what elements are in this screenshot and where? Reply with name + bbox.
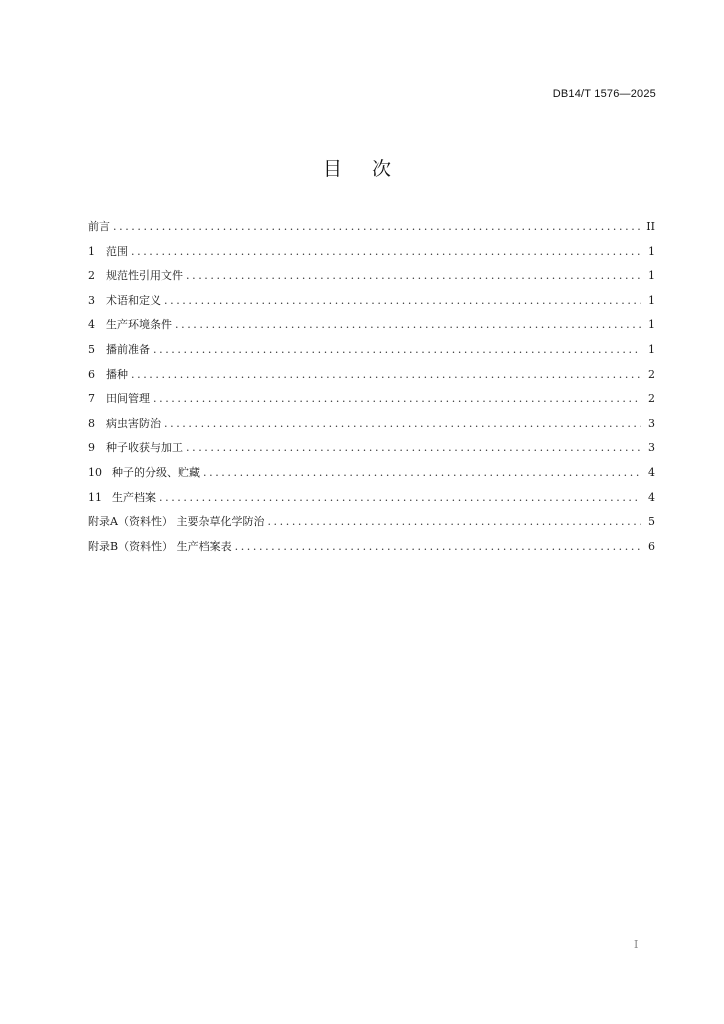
toc-entry-page: 4 <box>648 465 655 479</box>
toc-entry-number: 5 <box>88 342 95 356</box>
toc-entry-number: 10 <box>88 465 102 479</box>
toc-entry-label: 6 播种 <box>88 366 131 384</box>
document-code: DB14/T 1576—2025 <box>552 88 656 100</box>
toc-entry-number: 3 <box>88 293 95 307</box>
toc-entry-page: 1 <box>648 269 655 283</box>
toc-dot-leader <box>159 489 641 507</box>
toc-entry-terms-definitions[interactable] <box>88 292 655 317</box>
toc-dot-leader <box>203 464 641 482</box>
toc-entry-page: 1 <box>648 342 655 356</box>
toc-entry-number: 4 <box>88 318 95 332</box>
toc-entry-label: 前言 <box>88 220 110 233</box>
toc-dot-leader <box>131 366 641 384</box>
toc-entry-page: 6 <box>648 539 655 553</box>
toc-entry-pre-sowing[interactable] <box>88 341 655 366</box>
toc-entry-label: 附录A（资料性） 主要杂草化学防治 <box>88 515 265 529</box>
toc-entry-page: II <box>646 220 655 233</box>
toc-entry-label: 3 术语和定义 <box>88 292 164 310</box>
toc-dot-leader <box>164 415 641 433</box>
toc-entry-number: 8 <box>88 416 95 430</box>
toc-entry-field-management[interactable] <box>88 390 655 415</box>
toc-entry-foreword[interactable] <box>88 218 655 243</box>
page-number: I <box>634 938 639 951</box>
toc-entry-page: 1 <box>648 293 655 307</box>
toc-dot-leader <box>175 316 641 334</box>
toc-dot-leader <box>131 243 641 261</box>
toc-entry-label: 8 病虫害防治 <box>88 415 164 433</box>
toc-entry-number: 2 <box>88 269 95 283</box>
toc-dot-leader <box>235 538 641 556</box>
toc-entry-label: 2 规范性引用文件 <box>88 267 186 285</box>
toc-entry-page: 1 <box>648 318 655 332</box>
toc-entry-number: 6 <box>88 367 95 381</box>
toc-entry-label: 11 生产档案 <box>88 489 159 507</box>
toc-entry-number: 11 <box>88 490 102 504</box>
toc-entry-page: 5 <box>648 515 655 529</box>
toc-entry-number: 1 <box>88 244 95 258</box>
toc-entry-normative-references[interactable] <box>88 267 655 292</box>
toc-entry-label: 4 生产环境条件 <box>88 316 175 334</box>
toc-dot-leader <box>186 439 641 457</box>
toc-title: 目次 <box>322 158 421 180</box>
toc-entry-appendix-a[interactable] <box>88 513 655 538</box>
toc-entry-harvest-processing[interactable] <box>88 439 655 464</box>
toc-entry-production-records[interactable] <box>88 489 655 514</box>
toc-entry-page: 4 <box>648 490 655 504</box>
toc-entry-page: 3 <box>648 416 655 430</box>
toc-dot-leader <box>153 341 641 359</box>
toc-entry-label: 7 田间管理 <box>88 390 153 408</box>
toc-dot-leader <box>267 513 641 531</box>
toc-entry-label: 附录B（资料性） 生产档案表 <box>88 539 232 553</box>
toc-entry-grading-storage[interactable] <box>88 464 655 489</box>
toc-entry-page: 3 <box>648 441 655 455</box>
toc-entry-label: 9 种子收获与加工 <box>88 439 186 457</box>
toc-entry-number: 7 <box>88 392 95 406</box>
toc-dot-leader <box>164 292 641 310</box>
toc-entry-label: 5 播前准备 <box>88 341 153 359</box>
toc-list <box>88 218 655 562</box>
toc-dot-leader <box>153 390 641 408</box>
toc-entry-page: 2 <box>648 367 655 381</box>
toc-entry-scope[interactable] <box>88 243 655 268</box>
toc-entry-appendix-b[interactable] <box>88 538 655 563</box>
toc-entry-label: 1 范围 <box>88 243 131 261</box>
toc-entry-number: 9 <box>88 441 95 455</box>
toc-entry-pest-control[interactable] <box>88 415 655 440</box>
toc-entry-production-environment[interactable] <box>88 316 655 341</box>
toc-entry-page: 2 <box>648 392 655 406</box>
toc-entry-label: 10 种子的分级、贮藏 <box>88 464 203 482</box>
toc-dot-leader <box>186 267 641 285</box>
toc-entry-sowing[interactable] <box>88 366 655 391</box>
toc-dot-leader <box>113 218 641 236</box>
toc-entry-page: 1 <box>648 244 655 258</box>
